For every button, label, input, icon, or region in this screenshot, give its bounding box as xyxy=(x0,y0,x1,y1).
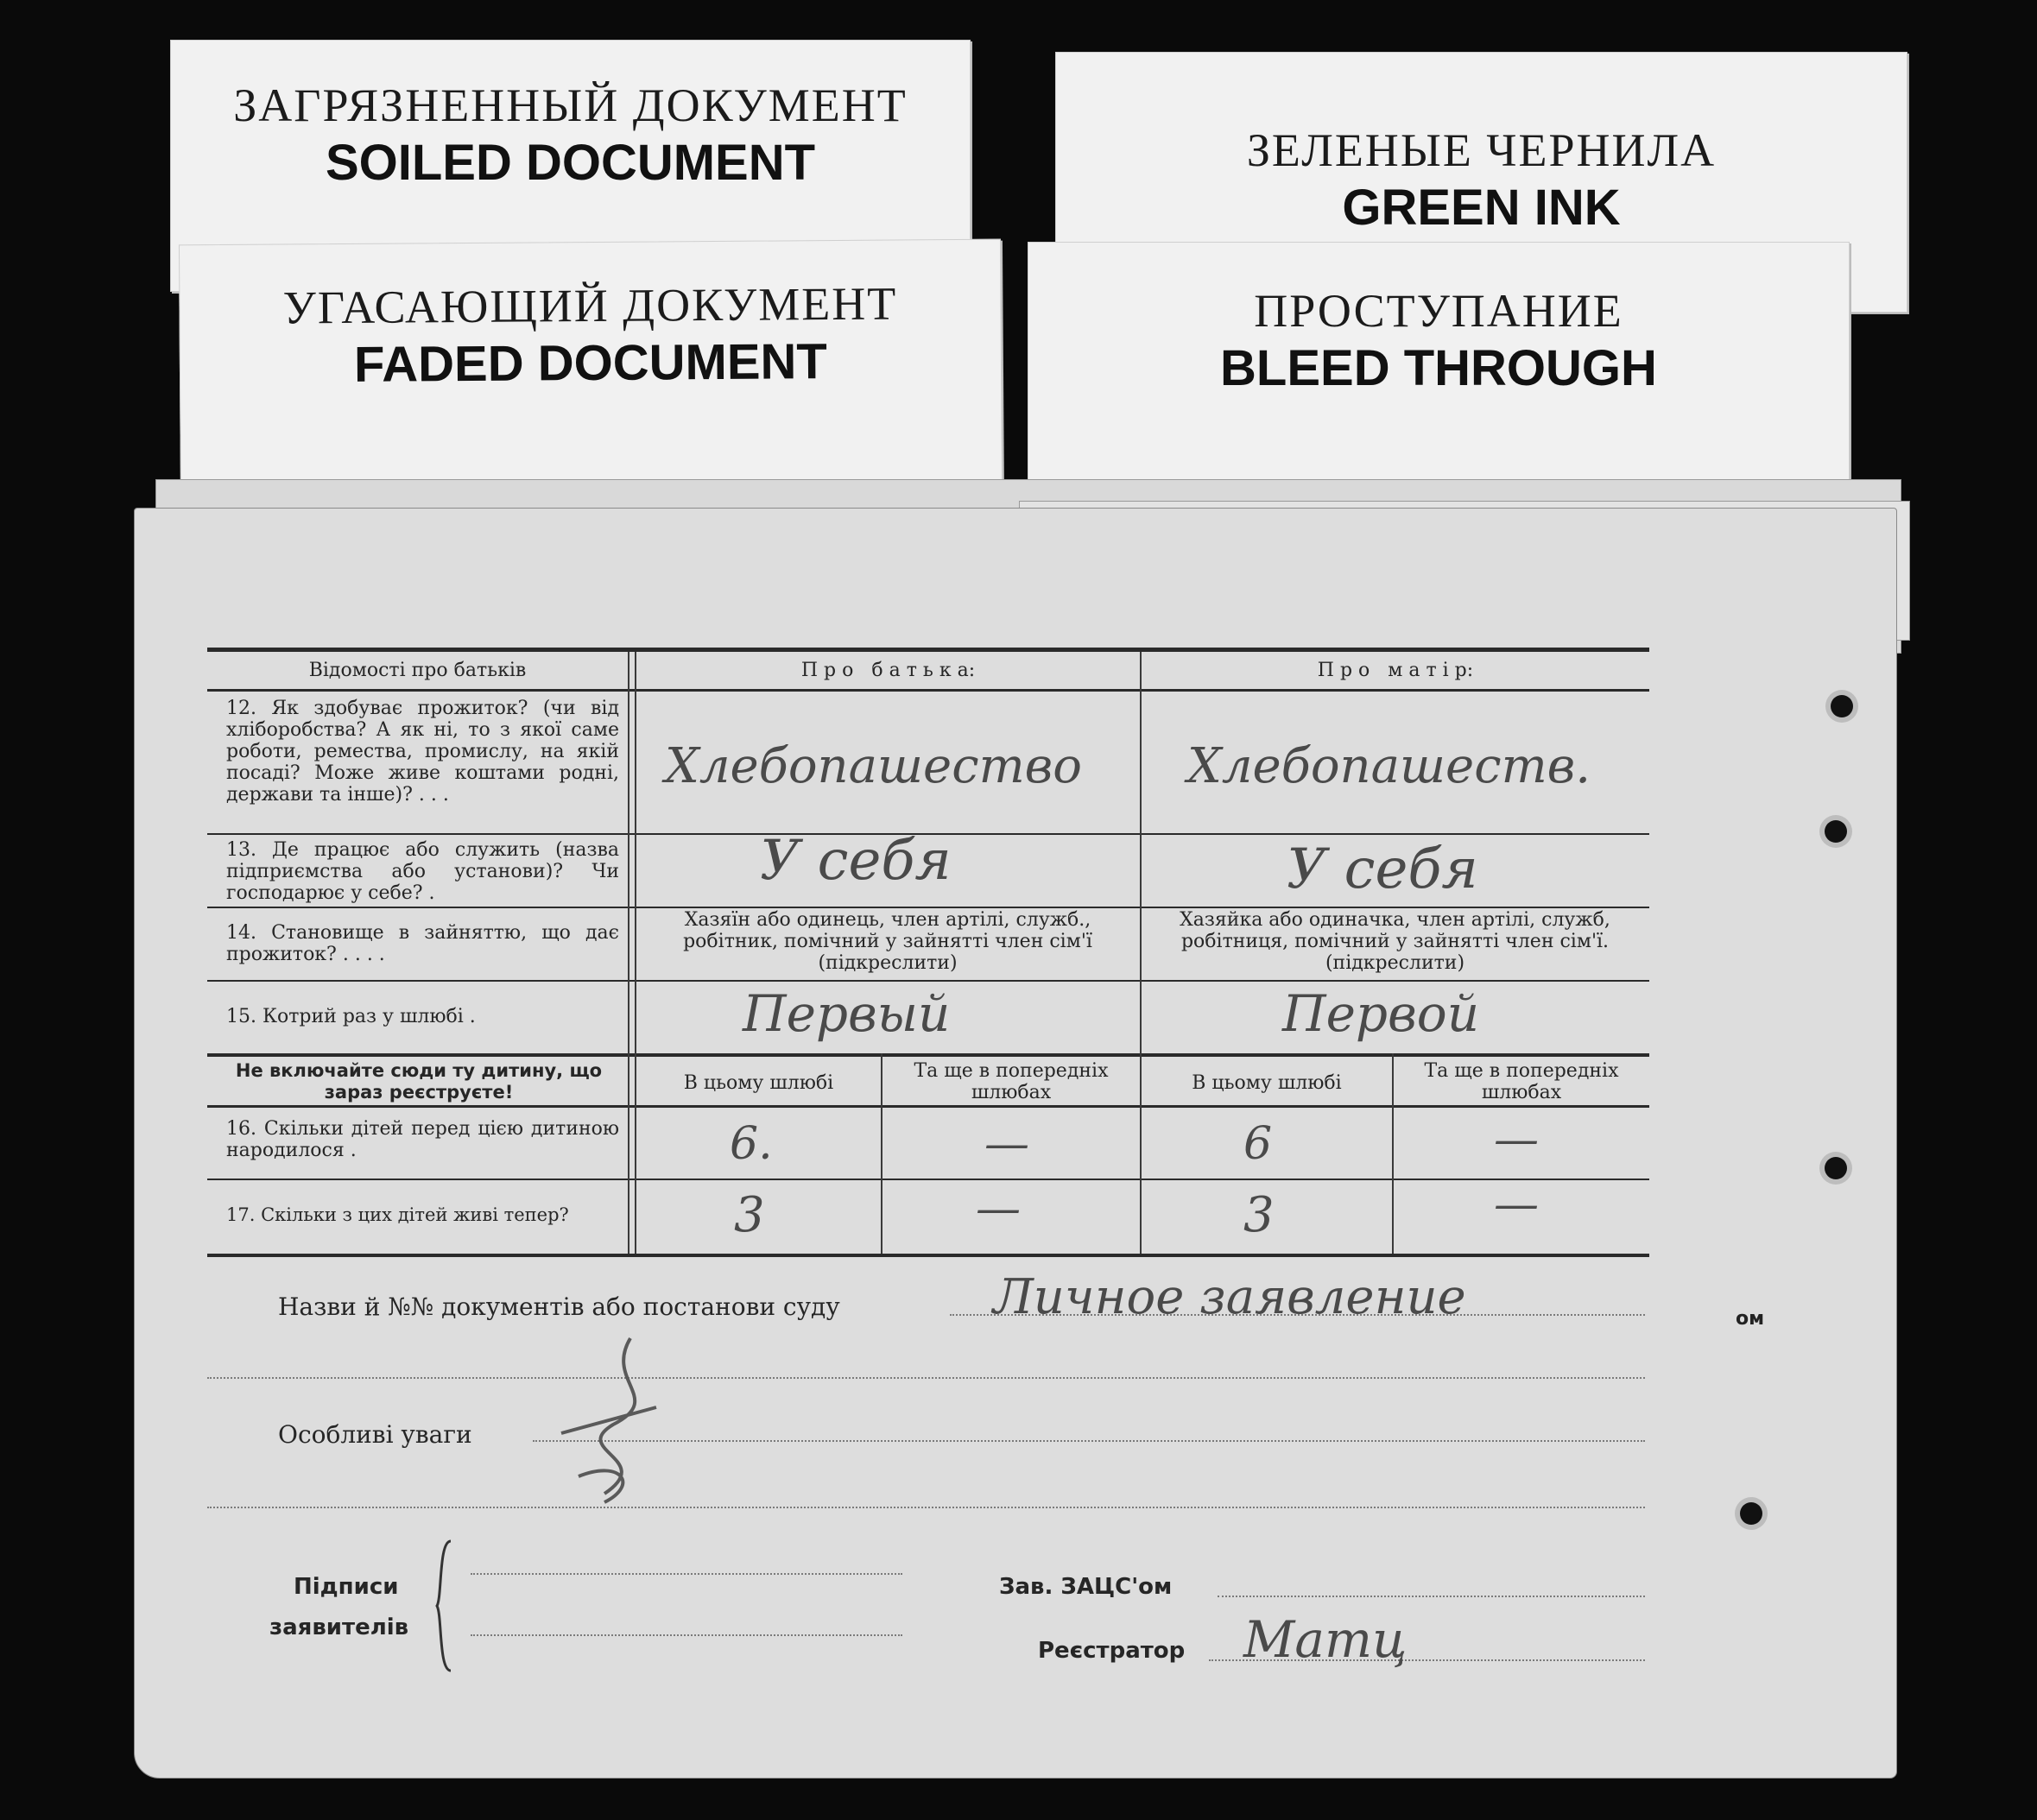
punch-hole xyxy=(1825,820,1847,843)
answer-16-mother-prev: — xyxy=(1494,1114,1539,1166)
punch-hole xyxy=(1740,1502,1762,1525)
card-ru-text: УГАСАЮЩИЙ ДОКУМЕНТ xyxy=(282,277,898,334)
card-en-text: FADED DOCUMENT xyxy=(353,333,828,393)
signature-line-1 xyxy=(471,1573,902,1575)
subheader-father-this-marriage: В цьому шлюбі xyxy=(683,1072,834,1094)
card-en-text: GREEN INK xyxy=(1342,180,1621,236)
answer-13-mother: У себя xyxy=(1287,837,1478,901)
registrar-signature: Матц xyxy=(1243,1610,1408,1669)
answer-17-father-prev: — xyxy=(976,1183,1021,1235)
head-zags-label: Зав. ЗАЦС'ом xyxy=(999,1574,1173,1600)
head-zags-line xyxy=(1218,1596,1645,1597)
signatures-label: заявителів xyxy=(269,1615,409,1640)
punch-hole xyxy=(1831,695,1853,717)
question-17: 17. Скільки з цих дітей живі тепер? xyxy=(226,1204,569,1225)
signatures-brace xyxy=(432,1537,458,1675)
card-en-text: SOILED DOCUMENT xyxy=(325,135,816,191)
answer-12-mother: Хлебопашеств. xyxy=(1187,738,1591,794)
header-mother: П р о м а т і р: xyxy=(1317,660,1474,681)
punch-hole xyxy=(1825,1157,1847,1179)
signatures-label: Підписи xyxy=(294,1574,399,1600)
answer-16-father-prev: — xyxy=(984,1118,1029,1170)
remarks-line xyxy=(533,1440,1645,1442)
faded-document-card xyxy=(179,239,1003,506)
answer-16-father-this: 6. xyxy=(730,1118,773,1170)
parents-info-table xyxy=(207,648,1649,1256)
answer-17-mother-this: 3 xyxy=(1243,1187,1275,1243)
answer-15-father: Первый xyxy=(743,984,951,1043)
subheader-mother-previous: Та ще в попередніх шлюбах xyxy=(1424,1060,1619,1103)
card-ru-text: ПРОСТУПАНИЕ xyxy=(1254,285,1623,337)
card-en-text: BLEED THROUGH xyxy=(1220,340,1657,396)
subheader-mother-this-marriage: В цьому шлюбі xyxy=(1192,1072,1342,1094)
children-note: Не включайте сюди ту дитину, що зараз реєструєте! xyxy=(235,1060,603,1103)
subheader-father-previous: Та ще в попередніх шлюбах xyxy=(914,1060,1109,1103)
remarks-label: Особливі уваги xyxy=(278,1420,472,1449)
header-father: П р о б а т ь к а: xyxy=(800,660,976,681)
answer-14-father-options: Хазяїн або одинець, член артілі, служб., робітник, помічний у зайнятті член сім'ї (підкреслити) xyxy=(683,909,1092,974)
header-parents-info: Відомості про батьків xyxy=(308,660,527,681)
answer-12-father: Хлебопашество xyxy=(665,738,1082,794)
documents-line-2 xyxy=(207,1377,1645,1379)
answer-15-mother: Первой xyxy=(1282,984,1480,1043)
registrar-label: Реєстратор xyxy=(1038,1638,1186,1664)
question-12: 12. Як здобуває прожиток? (чи від хліборобства? А як ні, то з якої саме роботи, ремества, промислу, на якій посаді? Може живе коштами родні, держави та інше)? . . . xyxy=(226,698,619,806)
question-16: 16. Скільки дітей перед цією дитиною народилося . xyxy=(226,1118,619,1161)
question-13: 13. Де працює або служить (назва підприємства або установи)? Чи господарює у себе? . xyxy=(226,839,619,904)
bleed-through-card xyxy=(1028,242,1850,507)
answer-17-father-this: 3 xyxy=(734,1187,765,1243)
remarks-line-2 xyxy=(207,1507,1645,1508)
question-15: 15. Котрий раз у шлюбі . xyxy=(226,1006,476,1027)
answer-17-mother-prev: — xyxy=(1494,1179,1539,1230)
margin-fragment: ом xyxy=(1736,1308,1765,1330)
signature-line-2 xyxy=(471,1634,902,1636)
documents-label: Назви й №№ документів або постанови суду xyxy=(278,1292,840,1321)
card-ru-text: ЗЕЛЕНЫЕ ЧЕРНИЛА xyxy=(1246,124,1717,176)
remarks-scribble xyxy=(553,1330,665,1511)
documents-handwriting: Личное заявление xyxy=(993,1269,1466,1325)
answer-13-father: У себя xyxy=(760,829,952,893)
card-ru-text: ЗАГРЯЗНЕННЫЙ ДОКУМЕНТ xyxy=(233,79,908,131)
question-14: 14. Становище в зайняттю, що дає прожиток? . . . . xyxy=(226,922,619,965)
answer-16-mother-this: 6 xyxy=(1243,1118,1273,1170)
answer-14-mother-options: Хазяйка або одиначка, член артілі, служб, робітниця, помічний у зайнятті член сім'ї. (підкреслити) xyxy=(1180,909,1610,974)
